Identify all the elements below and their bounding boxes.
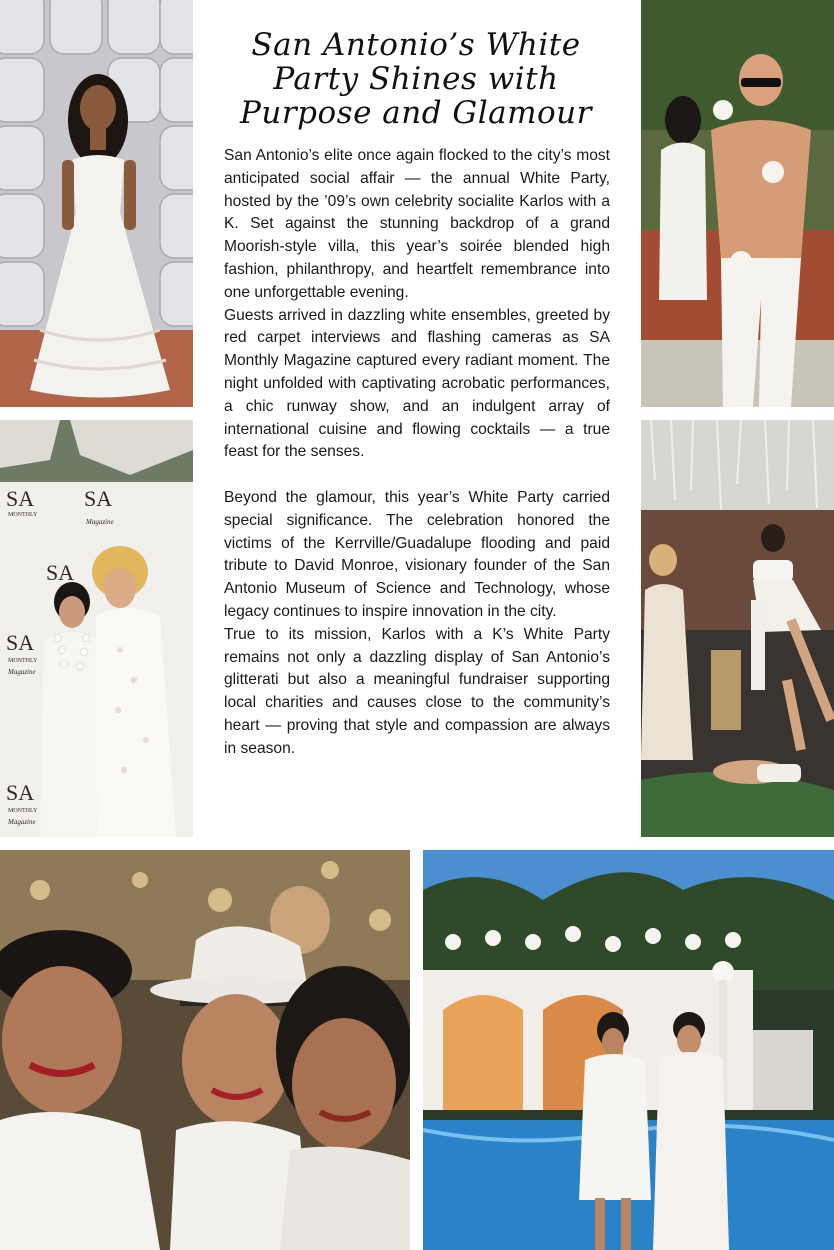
logo-sa-text: SA — [6, 780, 35, 805]
logo-monthly-text: MONTHLY — [8, 512, 38, 518]
photo-shirtless-juggler — [641, 0, 834, 407]
photo-woman-white-dress — [0, 0, 193, 407]
logo-sa-text: SA — [6, 486, 35, 511]
article-paragraph: Guests arrived in dazzling white ensembles, greeted by red carpet interviews and flashing cameras as SA Monthly Magazine captured every radiant moment. The night unfolded with captivating acrobatic performances, a chic runway show, and an indulgent array of international cuisine and flowing cocktails — a true feast for the senses. — [224, 306, 610, 461]
article-body — [224, 145, 610, 761]
article-title: San Antonio’s White Party Shines with Purpose and Glamour — [240, 27, 592, 131]
photo-pool-villa — [423, 850, 834, 1250]
photo-red-carpet-backdrop — [0, 420, 193, 837]
logo-sa-text: SA — [46, 560, 75, 585]
article-paragraph: Beyond the glamour, this year’s White Party carried special significance. The celebration honored the victims of the Kerrville/Guadalupe flooding and paid tribute to David Monroe, visionary founder of the San Antonio Museum of Science and Technology, whose legacy continues to inspire innovation in the city. — [224, 488, 610, 620]
logo-sa-text: SA — [6, 630, 35, 655]
logo-monthly-text: MONTHLY — [8, 808, 38, 814]
photo-acrobat-performance — [641, 420, 834, 837]
photo-group-selfie — [0, 850, 410, 1250]
article-paragraph: True to its mission, Karlos with a K’s White Party remains not only a dazzling display of San Antonio’s glitterati but also a meaningful fundraiser supporting local charities and causes close to the community’s heart — proving that style and compassion are always in season. — [224, 625, 610, 757]
logo-magazine-text: Magazine — [8, 668, 36, 676]
logo-sa-text: SA — [84, 486, 113, 511]
logo-magazine-text: Magazine — [8, 818, 36, 826]
logo-magazine-text: Magazine — [86, 518, 114, 526]
logo-monthly-text: MONTHLY — [8, 658, 38, 664]
article-paragraph: San Antonio’s elite once again flocked to the city’s most anticipated social affair — the annual White Party, hosted by the ’09’s own celebrity socialite Karlos with a K. Set against the stunning backdrop of a grand Moorish-style villa, this year’s soirée blended high fashion, philanthropy, and heartfelt remembrance into one unforgettable evening. — [224, 147, 610, 301]
